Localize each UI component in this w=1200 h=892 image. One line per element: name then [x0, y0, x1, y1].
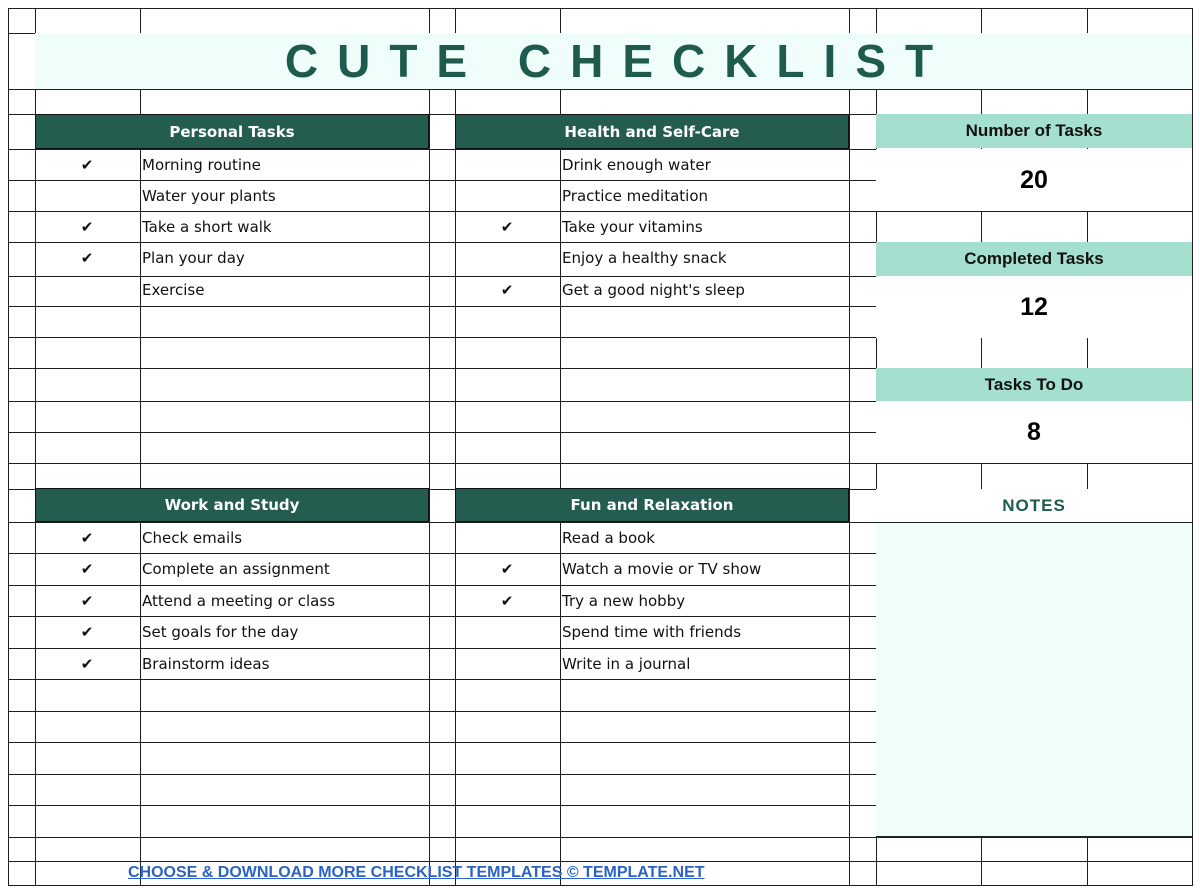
task-text[interactable]: Take your vitamins: [562, 217, 703, 236]
task-text[interactable]: Try a new hobby: [562, 591, 686, 610]
task-checkmark[interactable]: [455, 522, 559, 553]
task-checkmark[interactable]: ✔: [80, 654, 94, 673]
task-text[interactable]: Water your plants: [142, 186, 276, 205]
task-checkmark[interactable]: [455, 616, 559, 647]
task-text[interactable]: Plan your day: [142, 248, 245, 267]
task-text[interactable]: Practice meditation: [562, 186, 709, 205]
tasks-to-do-value: 8: [876, 401, 1192, 463]
section-header-personal: Personal Tasks: [35, 114, 429, 149]
task-checkmark[interactable]: ✔: [500, 559, 514, 578]
section-header-health: Health and Self-Care: [455, 114, 849, 149]
task-text[interactable]: Morning routine: [142, 155, 261, 174]
task-checkmark[interactable]: ✔: [80, 155, 94, 174]
task-text[interactable]: Attend a meeting or class: [142, 591, 336, 610]
tasks-to-do-label: Tasks To Do: [876, 368, 1192, 402]
task-checkmark[interactable]: [455, 180, 559, 211]
task-checkmark[interactable]: ✔: [80, 559, 94, 578]
task-checkmark[interactable]: ✔: [80, 248, 94, 267]
section-header-work: Work and Study: [35, 488, 429, 522]
number-of-tasks-label: Number of Tasks: [876, 114, 1192, 148]
task-text[interactable]: Get a good night's sleep: [562, 280, 745, 299]
task-checkmark[interactable]: ✔: [80, 591, 94, 610]
task-checkmark[interactable]: [455, 648, 559, 679]
task-checkmark[interactable]: ✔: [80, 217, 94, 236]
task-checkmark[interactable]: [455, 242, 559, 273]
task-text[interactable]: Exercise: [142, 280, 205, 299]
notes-label: NOTES: [876, 489, 1192, 522]
task-text[interactable]: Set goals for the day: [142, 622, 299, 641]
section-header-fun: Fun and Relaxation: [455, 488, 849, 522]
task-text[interactable]: Take a short walk: [142, 217, 272, 236]
completed-tasks-value: 12: [876, 276, 1192, 338]
task-text[interactable]: Spend time with friends: [562, 622, 742, 641]
task-checkmark[interactable]: ✔: [500, 217, 514, 236]
task-text[interactable]: Drink enough water: [562, 155, 711, 174]
task-checkmark[interactable]: ✔: [500, 591, 514, 610]
task-checkmark[interactable]: ✔: [80, 622, 94, 641]
notes-area[interactable]: [876, 522, 1192, 837]
task-checkmark[interactable]: [455, 149, 559, 180]
task-text[interactable]: Brainstorm ideas: [142, 654, 270, 673]
page-title: CUTE CHECKLIST: [35, 33, 1192, 89]
task-text[interactable]: Check emails: [142, 528, 243, 547]
task-text[interactable]: Enjoy a healthy snack: [562, 248, 727, 267]
task-checkmark[interactable]: [35, 180, 139, 211]
task-checkmark[interactable]: ✔: [500, 280, 514, 299]
task-checkmark[interactable]: [35, 274, 139, 305]
task-text[interactable]: Watch a movie or TV show: [562, 559, 762, 578]
task-checkmark[interactable]: ✔: [80, 528, 94, 547]
task-text[interactable]: Write in a journal: [562, 654, 691, 673]
completed-tasks-label: Completed Tasks: [876, 242, 1192, 276]
number-of-tasks-value: 20: [876, 149, 1192, 211]
footer-link[interactable]: CHOOSE & DOWNLOAD MORE CHECKLIST TEMPLATES © TEMPLATE.NET: [128, 864, 705, 881]
task-text[interactable]: Read a book: [562, 528, 655, 547]
task-text[interactable]: Complete an assignment: [142, 559, 330, 578]
